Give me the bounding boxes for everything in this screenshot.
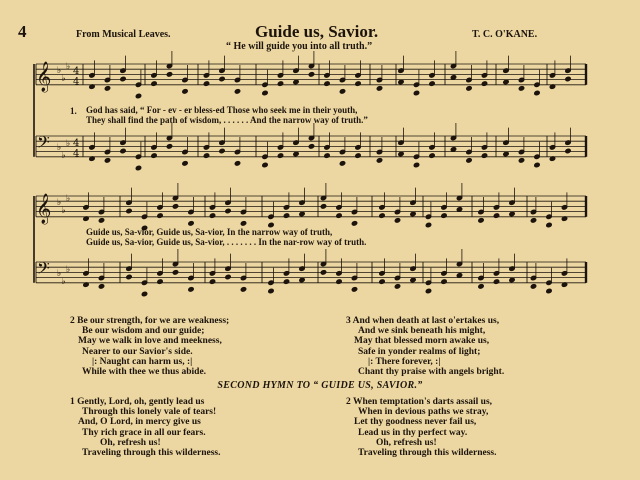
lyric-line: Guide us, Sa-vior, Guide us, Sa-vior, In the narrow way of truth,: [86, 227, 333, 237]
stanza: [346, 316, 504, 377]
note-head: [166, 144, 172, 149]
bass-clef-icon: 𝄢: [37, 132, 50, 156]
time-signature: 4: [73, 76, 80, 88]
note-head: [518, 158, 524, 163]
note-head: [157, 279, 163, 284]
note-head: [240, 287, 246, 292]
stanza-line: Oh, refresh us!: [100, 437, 161, 448]
stanza-line: Safe in yonder realms of light;: [358, 346, 481, 357]
note-head: [478, 218, 484, 223]
note-head: [126, 274, 132, 279]
note-head: [126, 208, 132, 213]
flat-sign-icon: ♭: [61, 206, 66, 216]
note-head: [425, 222, 431, 227]
stanza-line: Lead us in thy perfect way.: [358, 427, 468, 438]
note-head: [120, 148, 126, 153]
note-head: [565, 76, 571, 81]
note-head: [351, 221, 357, 226]
stanza-line: 3 And when death at last o'ertakes us,: [346, 316, 500, 326]
stanza-line: Chant thy praise with angels bright.: [358, 367, 505, 378]
note-head: [308, 144, 314, 149]
note-head: [509, 211, 515, 216]
note-head: [441, 279, 447, 284]
note-head: [203, 153, 209, 158]
note-head: [225, 274, 231, 279]
flat-sign-icon: ♭: [57, 269, 62, 279]
note-head: [450, 147, 456, 152]
note-head: [379, 279, 385, 284]
note-head: [203, 81, 209, 86]
note-head: [98, 218, 104, 223]
note-head: [234, 89, 240, 94]
note-head: [410, 277, 416, 282]
note-head: [355, 81, 361, 86]
note-head: [262, 162, 268, 167]
stanza-line: Oh, refresh us!: [376, 437, 437, 448]
note-head: [172, 270, 178, 275]
note-head: [398, 79, 404, 84]
stanza-line: 1 Gently, Lord, oh, gently lead us: [70, 397, 205, 407]
lyric-line: Guide us, Sa-vior, Guide us, Sa-vior, . . . . . . . In the nar-row way of truth.: [86, 237, 367, 247]
note-head: [277, 81, 283, 86]
lyric-line: They shall find the path of wisdom, . . . . . . And the narrow way of truth.”: [86, 115, 368, 125]
stanza-line: |: There forever, :|: [368, 356, 441, 367]
note-head: [188, 221, 194, 226]
stanza-line: Nearer to our Savior's side.: [82, 346, 193, 357]
note-head: [339, 161, 345, 166]
note-head: [120, 76, 126, 81]
note-head: [135, 93, 141, 98]
note-head: [135, 165, 141, 170]
stanza-line: And, O Lord, in mercy give us: [78, 417, 201, 428]
note-head: [509, 277, 515, 282]
second-hymn-heading: SECOND HYMN TO “ GUIDE US, SAVIOR.”: [217, 380, 423, 391]
note-head: [379, 213, 385, 218]
note-head: [98, 284, 104, 289]
time-signature: 4: [73, 148, 80, 160]
treble-clef-icon: 𝄞: [36, 62, 52, 92]
note-head: [320, 204, 326, 209]
stanza-line: While with thee we thus abide.: [82, 367, 207, 378]
note-head: [410, 211, 416, 216]
note-head: [151, 153, 157, 158]
note-head: [429, 81, 435, 86]
note-head: [283, 213, 289, 218]
stanza: [70, 397, 220, 458]
flat-sign-icon: ♭: [66, 265, 71, 275]
note-head: [209, 279, 215, 284]
note-head: [398, 151, 404, 156]
note-head: [481, 81, 487, 86]
stanza-line: 2 When temptation's darts assail us,: [346, 397, 493, 407]
flat-sign-icon: ♭: [61, 151, 66, 161]
note-head: [413, 162, 419, 167]
note-head: [413, 90, 419, 95]
note-head: [104, 158, 110, 163]
stanza-line: Through this lonely vale of tears!: [82, 407, 217, 418]
note-head: [141, 291, 147, 296]
note-head: [240, 221, 246, 226]
stanza-line: |: Naught can harm us, :|: [92, 356, 193, 367]
bass-clef-icon: 𝄢: [37, 258, 50, 282]
note-head: [546, 222, 552, 227]
stanza-line: Let thy goodness never fail us,: [354, 417, 477, 428]
stanza-line: Be our wisdom and our guide;: [82, 326, 205, 337]
note-head: [481, 153, 487, 158]
stanza: [346, 397, 496, 458]
note-head: [425, 288, 431, 293]
note-head: [277, 153, 283, 158]
verse-number: 1.: [70, 106, 77, 116]
note-head: [534, 90, 540, 95]
note-head: [339, 89, 345, 94]
note-head: [441, 213, 447, 218]
note-head: [299, 277, 305, 282]
lyric-line: God has said, “ For - ev - er bless-ed Those who seek me in their youth,: [86, 105, 358, 115]
note-head: [172, 204, 178, 209]
note-head: [299, 211, 305, 216]
note-head: [565, 148, 571, 153]
stanza-line: When in devious paths we stray,: [358, 407, 489, 418]
note-head: [394, 284, 400, 289]
stanza-line: And we sink beneath his might,: [358, 326, 486, 337]
note-head: [268, 288, 274, 293]
note-head: [188, 287, 194, 292]
time-signature: 4: [73, 66, 80, 77]
note-head: [503, 151, 509, 156]
note-head: [376, 158, 382, 163]
note-head: [394, 218, 400, 223]
note-head: [376, 86, 382, 91]
flat-sign-icon: ♭: [61, 74, 66, 84]
note-head: [151, 81, 157, 86]
flat-sign-icon: ♭: [66, 139, 71, 149]
time-signature: 4: [73, 138, 80, 149]
flat-sign-icon: ♭: [57, 66, 62, 76]
note-head: [104, 86, 110, 91]
note-head: [478, 284, 484, 289]
stanza: [70, 316, 229, 377]
note-head: [518, 86, 524, 91]
note-head: [493, 213, 499, 218]
stanza-line: Traveling through this wilderness.: [82, 448, 221, 459]
note-head: [219, 76, 225, 81]
note-head: [209, 213, 215, 218]
note-head: [336, 279, 342, 284]
note-head: [351, 287, 357, 292]
note-head: [456, 273, 462, 278]
note-head: [450, 75, 456, 80]
note-head: [308, 72, 314, 77]
note-head: [324, 81, 330, 86]
note-head: [324, 153, 330, 158]
note-head: [534, 162, 540, 167]
note-head: [355, 153, 361, 158]
hymn-title: Guide us, Savior.: [255, 22, 379, 41]
composer-credit: T. C. O'KANE.: [472, 29, 538, 40]
scripture-subtitle: “ He will guide you into all truth.”: [226, 41, 373, 52]
stanza-line: Traveling through this wilderness.: [358, 448, 497, 459]
stanza-line: 2 Be our strength, for we are weakness;: [70, 316, 230, 326]
note-head: [262, 90, 268, 95]
note-head: [225, 208, 231, 213]
note-head: [530, 218, 536, 223]
note-head: [503, 79, 509, 84]
note-head: [293, 79, 299, 84]
note-head: [219, 148, 225, 153]
note-head: [182, 89, 188, 94]
note-head: [429, 153, 435, 158]
note-head: [320, 270, 326, 275]
note-head: [336, 213, 342, 218]
flat-sign-icon: ♭: [61, 277, 66, 287]
note-head: [466, 158, 472, 163]
note-head: [546, 288, 552, 293]
note-head: [466, 86, 472, 91]
note-head: [157, 213, 163, 218]
note-head: [234, 161, 240, 166]
note-head: [182, 161, 188, 166]
flat-sign-icon: ♭: [57, 143, 62, 153]
stanza-line: May that blessed morn awake us,: [354, 336, 490, 347]
stanza-line: May we walk in love and meekness,: [78, 336, 222, 347]
flat-sign-icon: ♭: [66, 62, 71, 72]
flat-sign-icon: ♭: [66, 194, 71, 204]
stanza-line: Thy rich grace in all our fears.: [82, 427, 206, 438]
source-credit: From Musical Leaves.: [76, 29, 171, 40]
flat-sign-icon: ♭: [57, 198, 62, 208]
note-head: [166, 72, 172, 77]
note-head: [283, 279, 289, 284]
note-head: [493, 279, 499, 284]
note-head: [293, 151, 299, 156]
treble-clef-icon: 𝄞: [36, 194, 52, 224]
note-head: [456, 207, 462, 212]
page-number: 4: [18, 22, 27, 41]
note-head: [530, 284, 536, 289]
